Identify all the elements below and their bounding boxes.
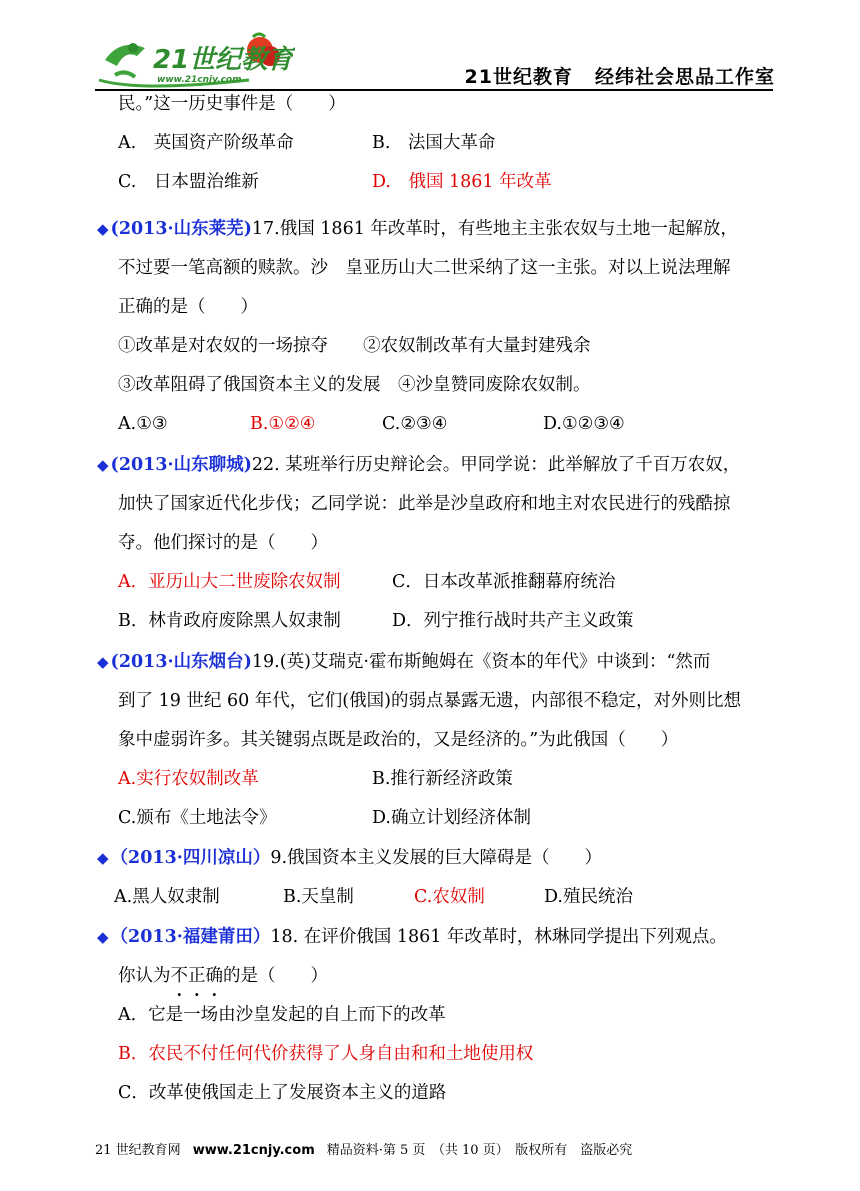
q22-source: (2013·山东聊城): [110, 455, 252, 475]
q17-option-d: D.①②③④: [543, 414, 625, 434]
q18-emphasis-2: 正: [188, 966, 206, 986]
q18-option-b-answer: B．农民不付任何代价获得了人身自由和和土地使用权: [118, 1044, 534, 1064]
q19-option-d: D.确立计划经济体制: [372, 808, 531, 828]
q17-line1: [97, 217, 738, 241]
header-brand: 21世纪教育: [464, 66, 573, 88]
q9-line1: [97, 846, 602, 870]
q19-line1: [97, 650, 710, 674]
q18-source: （2013·福建莆田）: [110, 927, 271, 947]
footer-site: 21 世纪教育网: [95, 1143, 181, 1158]
q17-option-a: A.①③: [118, 414, 168, 434]
q22-option-b: B．林肯政府废除黑人奴隶制: [118, 611, 341, 631]
q22-text1: 22. 某班举行历史辩论会。甲同学说：此举解放了千百万农奴，: [251, 455, 741, 475]
q18-option-a: A．它是一场由沙皇发起的自上而下的改革: [118, 1005, 446, 1025]
diamond-bullet-icon: ◆: [97, 653, 109, 671]
q22-option-d: D．列宁推行战时共产主义政策: [392, 611, 634, 631]
q22-line2: 加快了国家近代化步伐；乙同学说：此举是沙皇政府和地主对农民进行的残酷掠: [118, 494, 731, 514]
footer-info: 精品资料·第 5 页 （共 10 页） 版权所有 盗版必究: [326, 1143, 633, 1158]
svg-text:www.21cnjy.com: www.21cnjy.com: [157, 75, 242, 85]
q19-source: (2013·山东烟台): [110, 652, 252, 672]
q17-statement1: ①改革是对农奴的一场掠夺 ②农奴制改革有大量封建残余: [118, 336, 591, 356]
q16-stem-end: 民。”这一历史事件是（ ）: [118, 94, 346, 114]
q17-option-b-answer: B.①②④: [250, 414, 316, 434]
page-header: [95, 22, 775, 90]
q16-option-d-answer: D. 俄国 1861 年改革: [372, 172, 552, 192]
q18-emphasis-3: 确: [205, 966, 223, 986]
q17-line2: 不过要一笔高额的赎款。沙 皇亚历山大二世采纳了这一主张。对以上说法理解: [118, 258, 731, 278]
logo-21cnjy-icon: [95, 30, 295, 90]
q9-option-a: A.黑人奴隶制: [114, 887, 220, 907]
q22-line3: 夺。他们探讨的是（ ）: [118, 533, 328, 553]
page-footer: [95, 1139, 775, 1158]
q9-option-b: B.天皇制: [283, 887, 354, 907]
header-divider: [95, 89, 773, 91]
q19-option-b: B.推行新经济政策: [372, 769, 513, 789]
q16-option-a: A. 英国资产阶级革命: [118, 133, 294, 153]
q19-line3: 象中虚弱许多。其关键弱点既是政治的，又是经济的。”为此俄国（ ）: [118, 730, 679, 750]
header-studio: 经纬社会思品工作室: [594, 66, 775, 88]
q18-option-c: C．改革使俄国走上了发展资本主义的道路: [118, 1083, 447, 1103]
q19-option-a-answer: A.实行农奴制改革: [118, 769, 259, 789]
q9-option-c-answer: C.农奴制: [414, 887, 485, 907]
q18-line1: [97, 925, 727, 949]
svg-text:21世纪教育: 21世纪教育: [153, 45, 294, 75]
diamond-bullet-icon: ◆: [97, 849, 109, 867]
q18-text1: 18. 在评价俄国 1861 年改革时，林琳同学提出下列观点。: [270, 927, 727, 947]
q18-line2-pre: 你认为: [118, 966, 171, 986]
diamond-bullet-icon: ◆: [97, 928, 109, 946]
q17-option-c: C.②③④: [382, 414, 448, 434]
q22-line1: [97, 453, 740, 477]
diamond-bullet-icon: ◆: [97, 220, 109, 238]
q9-source: （2013·四川凉山）: [110, 848, 271, 868]
footer-url[interactable]: www.21cnjy.com: [192, 1143, 315, 1158]
q18-emphasis-1: 不: [170, 966, 188, 986]
q18-line2: [118, 964, 328, 988]
q18-line2-post: 的是（ ）: [223, 966, 328, 986]
diamond-bullet-icon: ◆: [97, 456, 109, 474]
q19-option-c: C.颁布《土地法令》: [118, 808, 277, 828]
q16-option-c: C. 日本盟治维新: [118, 172, 259, 192]
q19-line2: 到了 19 世纪 60 年代，它们(俄国)的弱点暴露无遗，内部很不稳定，对外则比想: [118, 691, 741, 711]
q17-text1: 17.俄国 1861 年改革时，有些地主主张农奴与土地一起解放，: [251, 219, 738, 239]
q19-text1: 19.(英)艾瑞克·霍布斯鲍姆在《资本的年代》中谈到：“然而: [251, 652, 711, 672]
q17-line3: 正确的是（ ）: [118, 297, 258, 317]
q9-option-d: D.殖民统治: [544, 887, 633, 907]
header-title: [443, 62, 775, 89]
q17-source: (2013·山东莱芜): [110, 219, 252, 239]
q16-option-b: B. 法国大革命: [372, 133, 496, 153]
q22-option-a-answer: A．亚历山大二世废除农奴制: [118, 572, 341, 592]
q22-option-c: C．日本改革派推翻幕府统治: [392, 572, 616, 592]
q17-statement2: ③改革阻碍了俄国资本主义的发展 ④沙皇赞同废除农奴制。: [118, 375, 591, 395]
q9-text1: 9.俄国资本主义发展的巨大障碍是（ ）: [270, 848, 603, 868]
